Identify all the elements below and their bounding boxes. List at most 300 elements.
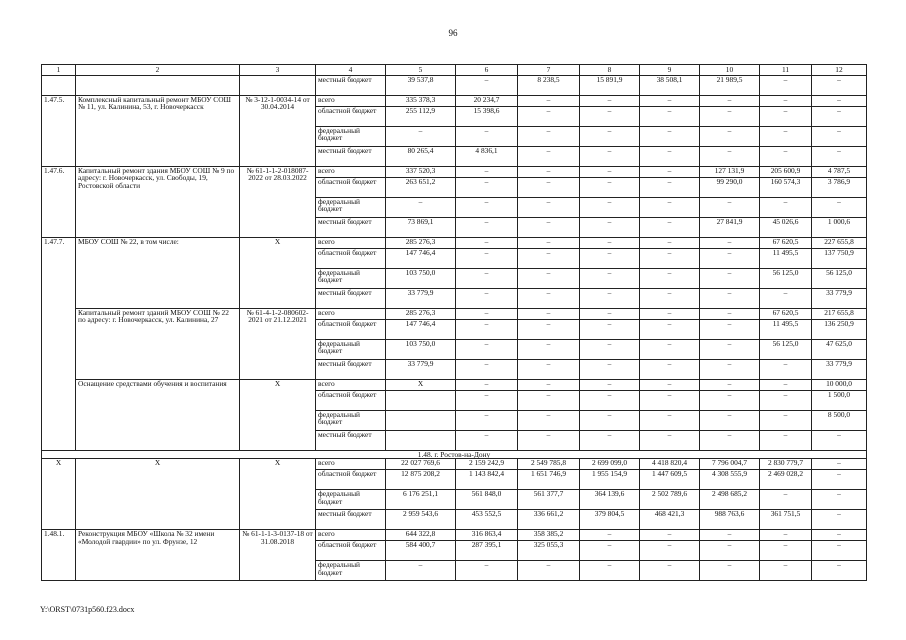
- value-cell: 255 112,9: [386, 106, 456, 126]
- value-cell: –: [760, 561, 812, 581]
- funding-source: федеральный бюджет: [316, 339, 386, 359]
- value-cell: –: [456, 339, 518, 359]
- value-cell: –: [580, 106, 640, 126]
- value-cell: –: [456, 410, 518, 430]
- funding-source: областной бюджет: [316, 177, 386, 197]
- value-cell: 45 026,6: [760, 217, 812, 237]
- value-cell: –: [580, 308, 640, 319]
- value-cell: –: [700, 390, 760, 410]
- value-cell: –: [700, 339, 760, 359]
- item-number: [42, 75, 76, 95]
- value-cell: –: [700, 430, 760, 450]
- value-cell: 263 651,2: [386, 177, 456, 197]
- value-cell: –: [580, 237, 640, 248]
- funding-source: федеральный бюджет: [316, 561, 386, 581]
- value-cell: –: [580, 126, 640, 146]
- value-cell: –: [812, 126, 867, 146]
- value-cell: 33 779,9: [386, 359, 456, 379]
- value-cell: –: [456, 126, 518, 146]
- project-document: [240, 75, 316, 95]
- value-cell: 67 620,5: [760, 237, 812, 248]
- column-header: 7: [518, 65, 580, 76]
- value-cell: –: [700, 530, 760, 541]
- project-document: № 3-12-1-0034-14 от 30.04.2014: [240, 95, 316, 166]
- value-cell: –: [760, 146, 812, 166]
- item-number: 1.47.5.: [42, 95, 76, 166]
- value-cell: 10 000,0: [812, 379, 867, 390]
- value-cell: 1 143 842,4: [456, 470, 518, 490]
- value-cell: –: [760, 390, 812, 410]
- column-header: 12: [812, 65, 867, 76]
- value-cell: 561 377,7: [518, 490, 580, 510]
- value-cell: –: [640, 268, 700, 288]
- value-cell: 1 447 609,5: [640, 470, 700, 490]
- funding-source: областной бюджет: [316, 470, 386, 490]
- value-cell: –: [580, 177, 640, 197]
- column-header: 6: [456, 65, 518, 76]
- value-cell: 561 848,0: [456, 490, 518, 510]
- value-cell: –: [456, 390, 518, 410]
- value-cell: –: [580, 390, 640, 410]
- value-cell: 644 322,8: [386, 530, 456, 541]
- value-cell: 325 055,3: [518, 541, 580, 561]
- value-cell: –: [700, 237, 760, 248]
- funding-source: местный бюджет: [316, 75, 386, 95]
- value-cell: –: [812, 561, 867, 581]
- column-header: 2: [76, 65, 240, 76]
- value-cell: 453 552,5: [456, 510, 518, 530]
- value-cell: –: [760, 75, 812, 95]
- funding-source: всего: [316, 237, 386, 248]
- value-cell: 103 750,0: [386, 268, 456, 288]
- value-cell: 358 385,2: [518, 530, 580, 541]
- footer-file-path: Y:\ORST\0731p560.f23.docx: [40, 605, 135, 614]
- value-cell: 584 400,7: [386, 541, 456, 561]
- value-cell: 4 418 820,4: [640, 459, 700, 470]
- value-cell: 11 495,5: [760, 248, 812, 268]
- value-cell: –: [518, 379, 580, 390]
- value-cell: –: [812, 541, 867, 561]
- value-cell: –: [640, 288, 700, 308]
- funding-source: федеральный бюджет: [316, 268, 386, 288]
- value-cell: –: [700, 288, 760, 308]
- value-cell: –: [386, 197, 456, 217]
- value-cell: –: [640, 410, 700, 430]
- value-cell: 147 746,4: [386, 248, 456, 268]
- column-header: 4: [316, 65, 386, 76]
- value-cell: –: [580, 166, 640, 177]
- item-name: Капитальный ремонт зданий МБОУ СОШ № 22 по адресу: г. Новочеркасск, ул. Калинина, 27: [76, 308, 240, 379]
- value-cell: 379 804,5: [580, 510, 640, 530]
- funding-source: местный бюджет: [316, 430, 386, 450]
- value-cell: –: [640, 95, 700, 106]
- value-cell: 217 655,8: [812, 308, 867, 319]
- value-cell: 468 421,3: [640, 510, 700, 530]
- funding-source: всего: [316, 459, 386, 470]
- value-cell: 285 276,3: [386, 237, 456, 248]
- funding-source: федеральный бюджет: [316, 410, 386, 430]
- value-cell: –: [640, 379, 700, 390]
- value-cell: 3 786,9: [812, 177, 867, 197]
- table-row: [42, 75, 867, 95]
- value-cell: –: [580, 248, 640, 268]
- project-document: № 61-4-1-2-080602-2021 от 21.12.2021: [240, 308, 316, 379]
- value-cell: 147 746,4: [386, 319, 456, 339]
- value-cell: [386, 390, 456, 410]
- value-cell: 39 537,8: [386, 75, 456, 95]
- value-cell: –: [760, 430, 812, 450]
- value-cell: 56 125,0: [812, 268, 867, 288]
- value-cell: –: [518, 410, 580, 430]
- value-cell: 127 131,9: [700, 166, 760, 177]
- project-document: № 61-1-1-2-018087-2022 от 28.03.2022: [240, 166, 316, 237]
- value-cell: –: [518, 288, 580, 308]
- value-cell: –: [640, 390, 700, 410]
- value-cell: –: [518, 237, 580, 248]
- column-header: 11: [760, 65, 812, 76]
- value-cell: 6 176 251,1: [386, 490, 456, 510]
- item-name: Х: [76, 459, 240, 530]
- value-cell: –: [700, 359, 760, 379]
- funding-source: местный бюджет: [316, 146, 386, 166]
- value-cell: –: [812, 430, 867, 450]
- value-cell: –: [580, 379, 640, 390]
- value-cell: –: [640, 106, 700, 126]
- value-cell: –: [518, 217, 580, 237]
- value-cell: –: [640, 146, 700, 166]
- value-cell: –: [518, 95, 580, 106]
- value-cell: –: [760, 379, 812, 390]
- value-cell: –: [518, 430, 580, 450]
- table-row: [42, 530, 867, 541]
- section-title: 1.48. г. Ростов-на-Дону: [42, 450, 867, 459]
- value-cell: 316 863,4: [456, 530, 518, 541]
- value-cell: 364 139,6: [580, 490, 640, 510]
- value-cell: –: [812, 106, 867, 126]
- value-cell: 15 398,6: [456, 106, 518, 126]
- value-cell: –: [640, 359, 700, 379]
- value-cell: –: [580, 288, 640, 308]
- funding-source: всего: [316, 95, 386, 106]
- funding-source: областной бюджет: [316, 106, 386, 126]
- value-cell: 227 655,8: [812, 237, 867, 248]
- value-cell: –: [700, 106, 760, 126]
- value-cell: 136 250,9: [812, 319, 867, 339]
- item-number: 1.47.6.: [42, 166, 76, 237]
- column-header: 5: [386, 65, 456, 76]
- value-cell: –: [456, 237, 518, 248]
- value-cell: 2 959 543,6: [386, 510, 456, 530]
- funding-source: федеральный бюджет: [316, 126, 386, 146]
- value-cell: –: [700, 197, 760, 217]
- value-cell: 336 661,2: [518, 510, 580, 530]
- item-name: Комплексный капитальный ремонт МБОУ СОШ № 11, ул. Калинина, 53, г. Новочеркасск: [76, 95, 240, 166]
- value-cell: –: [700, 410, 760, 430]
- value-cell: –: [812, 510, 867, 530]
- funding-source: областной бюджет: [316, 541, 386, 561]
- value-cell: –: [518, 359, 580, 379]
- value-cell: 1 000,6: [812, 217, 867, 237]
- budget-table: [41, 64, 867, 581]
- value-cell: –: [580, 268, 640, 288]
- value-cell: –: [640, 561, 700, 581]
- value-cell: –: [580, 319, 640, 339]
- value-cell: –: [812, 75, 867, 95]
- value-cell: 20 234,7: [456, 95, 518, 106]
- column-header: 9: [640, 65, 700, 76]
- value-cell: –: [812, 530, 867, 541]
- value-cell: –: [580, 530, 640, 541]
- funding-source: всего: [316, 166, 386, 177]
- value-cell: –: [812, 459, 867, 470]
- value-cell: 2 502 789,6: [640, 490, 700, 510]
- item-number: Х: [42, 459, 76, 530]
- value-cell: –: [518, 197, 580, 217]
- value-cell: –: [518, 319, 580, 339]
- value-cell: –: [760, 490, 812, 510]
- value-cell: –: [456, 561, 518, 581]
- value-cell: 205 600,9: [760, 166, 812, 177]
- value-cell: 8 500,0: [812, 410, 867, 430]
- value-cell: 7 796 004,7: [700, 459, 760, 470]
- value-cell: –: [518, 339, 580, 359]
- value-cell: –: [580, 541, 640, 561]
- value-cell: –: [812, 490, 867, 510]
- value-cell: –: [640, 308, 700, 319]
- item-number: 1.48.1.: [42, 530, 76, 581]
- funding-source: федеральный бюджет: [316, 197, 386, 217]
- value-cell: 56 125,0: [760, 268, 812, 288]
- value-cell: 1 500,0: [812, 390, 867, 410]
- value-cell: –: [700, 319, 760, 339]
- value-cell: –: [518, 561, 580, 581]
- value-cell: 33 779,9: [812, 359, 867, 379]
- value-cell: 4 836,1: [456, 146, 518, 166]
- value-cell: 38 508,1: [640, 75, 700, 95]
- value-cell: –: [640, 237, 700, 248]
- value-cell: –: [518, 390, 580, 410]
- value-cell: 4 308 555,9: [700, 470, 760, 490]
- value-cell: 2 498 685,2: [700, 490, 760, 510]
- funding-source: местный бюджет: [316, 510, 386, 530]
- value-cell: –: [456, 177, 518, 197]
- value-cell: –: [580, 339, 640, 359]
- value-cell: –: [760, 359, 812, 379]
- value-cell: –: [386, 561, 456, 581]
- funding-source: местный бюджет: [316, 217, 386, 237]
- page-number: 96: [448, 28, 458, 38]
- value-cell: 361 751,5: [760, 510, 812, 530]
- value-cell: –: [700, 308, 760, 319]
- value-cell: 2 549 785,8: [518, 459, 580, 470]
- value-cell: 73 869,1: [386, 217, 456, 237]
- value-cell: 2 159 242,9: [456, 459, 518, 470]
- value-cell: –: [640, 166, 700, 177]
- value-cell: 2 699 099,0: [580, 459, 640, 470]
- table-row: [42, 459, 867, 470]
- value-cell: –: [456, 197, 518, 217]
- value-cell: 137 750,9: [812, 248, 867, 268]
- value-cell: 67 620,5: [760, 308, 812, 319]
- value-cell: 285 276,3: [386, 308, 456, 319]
- value-cell: –: [518, 177, 580, 197]
- funding-source: всего: [316, 308, 386, 319]
- value-cell: 2 469 028,2: [760, 470, 812, 490]
- value-cell: –: [760, 95, 812, 106]
- value-cell: 335 378,3: [386, 95, 456, 106]
- column-header: 10: [700, 65, 760, 76]
- value-cell: –: [700, 541, 760, 561]
- value-cell: –: [456, 319, 518, 339]
- value-cell: –: [518, 126, 580, 146]
- value-cell: –: [456, 288, 518, 308]
- value-cell: –: [812, 146, 867, 166]
- value-cell: –: [580, 95, 640, 106]
- value-cell: 15 891,9: [580, 75, 640, 95]
- value-cell: 80 265,4: [386, 146, 456, 166]
- item-name: МБОУ СОШ № 22, в том числе:: [76, 237, 240, 308]
- funding-source: всего: [316, 530, 386, 541]
- value-cell: –: [700, 95, 760, 106]
- value-cell: 22 027 769,6: [386, 459, 456, 470]
- value-cell: –: [640, 319, 700, 339]
- value-cell: 103 750,0: [386, 339, 456, 359]
- value-cell: –: [700, 561, 760, 581]
- value-cell: –: [456, 308, 518, 319]
- value-cell: –: [760, 288, 812, 308]
- value-cell: –: [640, 339, 700, 359]
- value-cell: –: [580, 430, 640, 450]
- value-cell: –: [760, 530, 812, 541]
- column-header: 1: [42, 65, 76, 76]
- value-cell: –: [518, 106, 580, 126]
- funding-source: местный бюджет: [316, 359, 386, 379]
- value-cell: –: [456, 166, 518, 177]
- value-cell: –: [700, 146, 760, 166]
- value-cell: –: [456, 359, 518, 379]
- value-cell: –: [580, 410, 640, 430]
- value-cell: 99 290,0: [700, 177, 760, 197]
- value-cell: –: [640, 530, 700, 541]
- value-cell: 337 520,3: [386, 166, 456, 177]
- value-cell: –: [456, 379, 518, 390]
- value-cell: –: [580, 359, 640, 379]
- value-cell: –: [640, 217, 700, 237]
- value-cell: 988 763,6: [700, 510, 760, 530]
- value-cell: [386, 410, 456, 430]
- project-document: Х: [240, 237, 316, 308]
- value-cell: –: [812, 95, 867, 106]
- value-cell: –: [456, 268, 518, 288]
- value-cell: –: [700, 268, 760, 288]
- value-cell: –: [760, 541, 812, 561]
- project-document: № 61-1-1-3-0137-18 от 31.08.2018: [240, 530, 316, 581]
- value-cell: 160 574,3: [760, 177, 812, 197]
- header-row: [42, 65, 867, 76]
- value-cell: –: [640, 177, 700, 197]
- value-cell: –: [640, 126, 700, 146]
- item-name: Реконструкция МБОУ «Школа № 32 имени «Молодой гвардии» по ул. Фрунзе, 12: [76, 530, 240, 581]
- value-cell: 12 875 208,2: [386, 470, 456, 490]
- value-cell: –: [760, 197, 812, 217]
- value-cell: 21 989,5: [700, 75, 760, 95]
- funding-source: областной бюджет: [316, 248, 386, 268]
- section-row: [42, 450, 867, 459]
- value-cell: –: [760, 410, 812, 430]
- table-row: [42, 308, 867, 319]
- value-cell: –: [386, 126, 456, 146]
- value-cell: –: [640, 197, 700, 217]
- funding-source: федеральный бюджет: [316, 490, 386, 510]
- value-cell: –: [518, 166, 580, 177]
- item-name: Капитальный ремонт здания МБОУ СОШ № 9 по адресу: г. Новочеркасск, ул. Свободы, 19, Ростовской области: [76, 166, 240, 237]
- value-cell: –: [456, 217, 518, 237]
- value-cell: –: [518, 146, 580, 166]
- value-cell: –: [640, 430, 700, 450]
- item-name: [76, 75, 240, 95]
- value-cell: –: [700, 248, 760, 268]
- value-cell: 1 955 154,9: [580, 470, 640, 490]
- value-cell: 287 395,1: [456, 541, 518, 561]
- value-cell: 47 625,0: [812, 339, 867, 359]
- value-cell: 27 841,9: [700, 217, 760, 237]
- funding-source: местный бюджет: [316, 288, 386, 308]
- value-cell: –: [700, 379, 760, 390]
- value-cell: –: [580, 146, 640, 166]
- value-cell: –: [456, 75, 518, 95]
- table-row: [42, 379, 867, 390]
- value-cell: –: [700, 126, 760, 146]
- value-cell: –: [456, 430, 518, 450]
- value-cell: –: [812, 470, 867, 490]
- value-cell: 33 779,9: [812, 288, 867, 308]
- value-cell: 8 238,5: [518, 75, 580, 95]
- table-row: [42, 237, 867, 248]
- value-cell: –: [580, 197, 640, 217]
- value-cell: 11 495,5: [760, 319, 812, 339]
- value-cell: 4 787,5: [812, 166, 867, 177]
- value-cell: Х: [386, 379, 456, 390]
- value-cell: –: [518, 248, 580, 268]
- value-cell: 56 125,0: [760, 339, 812, 359]
- value-cell: 1 651 746,9: [518, 470, 580, 490]
- value-cell: 33 779,9: [386, 288, 456, 308]
- column-header: 8: [580, 65, 640, 76]
- funding-source: областной бюджет: [316, 319, 386, 339]
- funding-source: областной бюджет: [316, 390, 386, 410]
- item-number: 1.47.7.: [42, 237, 76, 450]
- value-cell: –: [640, 541, 700, 561]
- column-header: 3: [240, 65, 316, 76]
- value-cell: 2 830 779,7: [760, 459, 812, 470]
- value-cell: –: [518, 308, 580, 319]
- value-cell: –: [760, 126, 812, 146]
- project-document: Х: [240, 459, 316, 530]
- value-cell: [386, 430, 456, 450]
- table-row: [42, 95, 867, 106]
- value-cell: –: [580, 561, 640, 581]
- value-cell: –: [518, 268, 580, 288]
- table-row: [42, 166, 867, 177]
- item-name: Оснащение средствами обучения и воспитания: [76, 379, 240, 450]
- project-document: Х: [240, 379, 316, 450]
- value-cell: –: [812, 197, 867, 217]
- value-cell: –: [760, 106, 812, 126]
- funding-source: всего: [316, 379, 386, 390]
- value-cell: –: [640, 248, 700, 268]
- value-cell: –: [456, 248, 518, 268]
- value-cell: –: [580, 217, 640, 237]
